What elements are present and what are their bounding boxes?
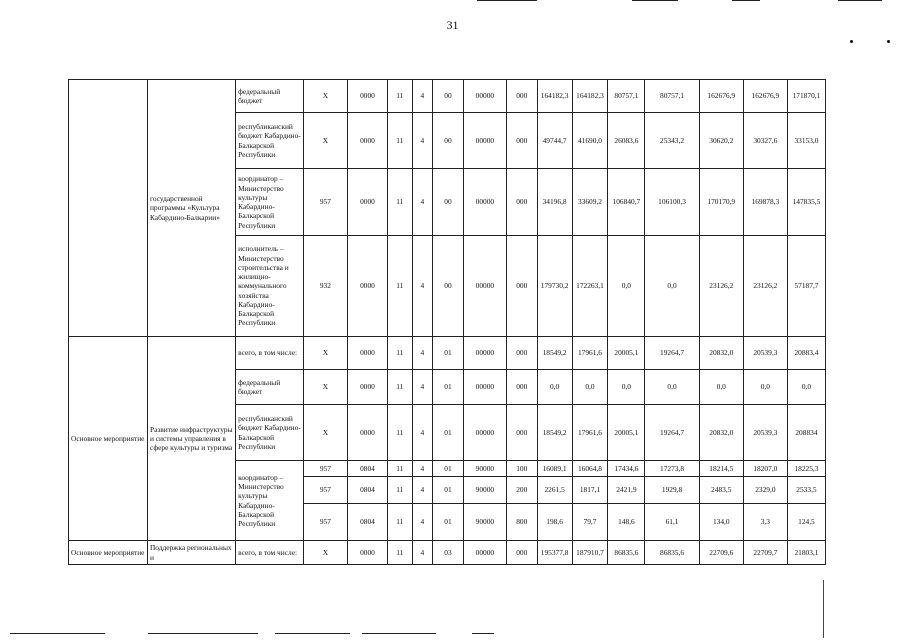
funding-source: федеральный бюджет bbox=[236, 80, 304, 113]
value-cell: 0,0 bbox=[572, 370, 608, 405]
csr-cell: 00000 bbox=[463, 541, 506, 565]
value-cell: 0,0 bbox=[537, 370, 572, 405]
funding-source: республиканский бюджет Кабардино-Балкарской Республики bbox=[236, 405, 304, 461]
csr-cell: 00000 bbox=[463, 370, 506, 405]
value-cell: 18549,2 bbox=[537, 405, 572, 461]
csr-cell: 11 bbox=[387, 541, 412, 565]
funding-source: всего, в том числе: bbox=[236, 541, 304, 565]
value-cell: 187910,7 bbox=[572, 541, 608, 565]
budget-table bbox=[68, 79, 826, 565]
scan-dot bbox=[850, 40, 853, 43]
csr-cell: 11 bbox=[387, 405, 412, 461]
csr-cell: 4 bbox=[412, 236, 433, 337]
value-cell: 18225,3 bbox=[787, 461, 825, 477]
csr-cell: 4 bbox=[412, 461, 433, 477]
value-cell: 19264,7 bbox=[645, 405, 699, 461]
csr-cell: 01 bbox=[433, 461, 464, 477]
funding-source: республиканский бюджет Кабардино-Балкарской Республики bbox=[236, 113, 304, 169]
value-cell: 162676,9 bbox=[743, 80, 787, 113]
csr-cell: 4 bbox=[412, 504, 433, 541]
csr-cell: 90000 bbox=[463, 461, 506, 477]
value-cell: 2261,5 bbox=[537, 477, 572, 504]
value-cell: 20832,0 bbox=[699, 405, 743, 461]
csr-cell: 11 bbox=[387, 236, 412, 337]
csr-cell: 4 bbox=[412, 80, 433, 113]
value-cell: 30327,6 bbox=[743, 113, 787, 169]
value-cell: 170170,9 bbox=[699, 169, 743, 236]
value-cell: 79,7 bbox=[572, 504, 608, 541]
csr-cell: 4 bbox=[412, 541, 433, 565]
scan-line bbox=[823, 580, 824, 638]
csr-cell: 00000 bbox=[463, 337, 506, 370]
csr-cell: 00000 bbox=[463, 113, 506, 169]
value-cell: 164182,3 bbox=[572, 80, 608, 113]
table-row bbox=[69, 337, 826, 370]
csr-cell: 90000 bbox=[463, 477, 506, 504]
value-cell: 20883,4 bbox=[787, 337, 825, 370]
csr-cell: 00 bbox=[433, 113, 464, 169]
rzpr-cell: 0804 bbox=[347, 461, 387, 477]
value-cell: 148,6 bbox=[608, 504, 645, 541]
value-cell: 33609,2 bbox=[572, 169, 608, 236]
csr-cell: 01 bbox=[433, 337, 464, 370]
vr-cell: 000 bbox=[506, 541, 537, 565]
vr-cell: 000 bbox=[506, 169, 537, 236]
value-cell: 0,0 bbox=[645, 370, 699, 405]
value-cell: 57187,7 bbox=[787, 236, 825, 337]
csr-cell: 00000 bbox=[463, 169, 506, 236]
csr-cell: 4 bbox=[412, 169, 433, 236]
value-cell: 86835,6 bbox=[608, 541, 645, 565]
value-cell: 0,0 bbox=[608, 370, 645, 405]
rzpr-cell: 0000 bbox=[347, 405, 387, 461]
value-cell: 0,0 bbox=[699, 370, 743, 405]
csr-cell: 00 bbox=[433, 80, 464, 113]
value-cell: 162676,9 bbox=[699, 80, 743, 113]
csr-cell: 4 bbox=[412, 405, 433, 461]
value-cell: 20005,1 bbox=[608, 337, 645, 370]
funding-source: всего, в том числе: bbox=[236, 337, 304, 370]
grbs-cell: 957 bbox=[303, 169, 347, 236]
value-cell: 208834 bbox=[787, 405, 825, 461]
csr-cell: 4 bbox=[412, 337, 433, 370]
vr-cell: 800 bbox=[506, 504, 537, 541]
grbs-cell: X bbox=[303, 541, 347, 565]
value-cell: 3,3 bbox=[743, 504, 787, 541]
vr-cell: 000 bbox=[506, 337, 537, 370]
csr-cell: 11 bbox=[387, 113, 412, 169]
csr-cell: 03 bbox=[433, 541, 464, 565]
rzpr-cell: 0000 bbox=[347, 370, 387, 405]
rzpr-cell: 0804 bbox=[347, 504, 387, 541]
value-cell: 1817,1 bbox=[572, 477, 608, 504]
value-cell: 2533,5 bbox=[787, 477, 825, 504]
csr-cell: 11 bbox=[387, 504, 412, 541]
value-cell: 34196,8 bbox=[537, 169, 572, 236]
value-cell: 21803,1 bbox=[787, 541, 825, 565]
value-cell: 164182,3 bbox=[537, 80, 572, 113]
vr-cell: 000 bbox=[506, 113, 537, 169]
vr-cell: 000 bbox=[506, 236, 537, 337]
grbs-cell: X bbox=[303, 337, 347, 370]
value-cell: 19264,7 bbox=[645, 337, 699, 370]
value-cell: 2421,9 bbox=[608, 477, 645, 504]
table-row bbox=[69, 80, 826, 113]
vr-cell: 000 bbox=[506, 80, 537, 113]
csr-cell: 00000 bbox=[463, 405, 506, 461]
value-cell: 26083,6 bbox=[608, 113, 645, 169]
value-cell: 61,1 bbox=[645, 504, 699, 541]
grbs-cell: 932 bbox=[303, 236, 347, 337]
scan-line bbox=[838, 0, 882, 1]
coordinator-cell: координатор – Министерство культуры Кабардино-Балкарской Республики bbox=[236, 461, 304, 541]
vr-cell: 000 bbox=[506, 405, 537, 461]
csr-cell: 11 bbox=[387, 169, 412, 236]
value-cell: 20832,0 bbox=[699, 337, 743, 370]
csr-cell: 00 bbox=[433, 236, 464, 337]
value-cell: 18214,5 bbox=[699, 461, 743, 477]
value-cell: 18207,0 bbox=[743, 461, 787, 477]
grbs-cell: 957 bbox=[303, 504, 347, 541]
csr-cell: 00000 bbox=[463, 80, 506, 113]
scan-line bbox=[10, 633, 105, 634]
scan-line bbox=[732, 0, 760, 1]
grbs-cell: X bbox=[303, 113, 347, 169]
csr-cell: 01 bbox=[433, 477, 464, 504]
value-cell: 134,0 bbox=[699, 504, 743, 541]
value-cell: 106840,7 bbox=[608, 169, 645, 236]
vr-cell: 100 bbox=[506, 461, 537, 477]
value-cell: 195377,8 bbox=[537, 541, 572, 565]
scan-line bbox=[275, 633, 350, 634]
funding-source: координатор – Министерство культуры Кабардино-Балкарской Республики bbox=[236, 169, 304, 236]
value-cell: 0,0 bbox=[743, 370, 787, 405]
value-cell: 0,0 bbox=[645, 236, 699, 337]
grbs-cell: X bbox=[303, 405, 347, 461]
value-cell: 0,0 bbox=[608, 236, 645, 337]
csr-cell: 11 bbox=[387, 337, 412, 370]
value-cell: 25343,2 bbox=[645, 113, 699, 169]
scan-dot bbox=[887, 40, 890, 43]
vr-cell: 000 bbox=[506, 370, 537, 405]
csr-cell: 4 bbox=[412, 113, 433, 169]
csr-cell: 01 bbox=[433, 504, 464, 541]
csr-cell: 11 bbox=[387, 370, 412, 405]
value-cell: 80757,1 bbox=[608, 80, 645, 113]
value-cell: 17961,6 bbox=[572, 405, 608, 461]
value-cell: 171870,1 bbox=[787, 80, 825, 113]
value-cell: 17961,6 bbox=[572, 337, 608, 370]
csr-cell: 11 bbox=[387, 477, 412, 504]
empty-cell bbox=[69, 80, 148, 337]
scan-line bbox=[477, 0, 537, 1]
csr-cell: 00 bbox=[433, 169, 464, 236]
scan-line bbox=[472, 633, 494, 634]
csr-cell: 01 bbox=[433, 370, 464, 405]
program-name-cell: государственной программы «Культура Кабардино-Балкарии» bbox=[147, 80, 235, 337]
scan-line bbox=[632, 0, 678, 1]
value-cell: 124,5 bbox=[787, 504, 825, 541]
rzpr-cell: 0804 bbox=[347, 477, 387, 504]
value-cell: 23126,2 bbox=[699, 236, 743, 337]
event-type-cell: Основное мероприятие bbox=[69, 541, 148, 565]
value-cell: 80757,1 bbox=[645, 80, 699, 113]
csr-cell: 11 bbox=[387, 80, 412, 113]
value-cell: 0,0 bbox=[787, 370, 825, 405]
rzpr-cell: 0000 bbox=[347, 113, 387, 169]
value-cell: 20539,3 bbox=[743, 337, 787, 370]
value-cell: 49744,7 bbox=[537, 113, 572, 169]
value-cell: 20539,3 bbox=[743, 405, 787, 461]
table-row bbox=[69, 541, 826, 565]
value-cell: 23126,2 bbox=[743, 236, 787, 337]
value-cell: 22709,6 bbox=[699, 541, 743, 565]
value-cell: 106100,3 bbox=[645, 169, 699, 236]
csr-cell: 4 bbox=[412, 477, 433, 504]
value-cell: 172263,1 bbox=[572, 236, 608, 337]
rzpr-cell: 0000 bbox=[347, 169, 387, 236]
value-cell: 147835,5 bbox=[787, 169, 825, 236]
value-cell: 17273,8 bbox=[645, 461, 699, 477]
value-cell: 2329,0 bbox=[743, 477, 787, 504]
value-cell: 17434,6 bbox=[608, 461, 645, 477]
value-cell: 86835,6 bbox=[645, 541, 699, 565]
rzpr-cell: 0000 bbox=[347, 541, 387, 565]
csr-cell: 11 bbox=[387, 461, 412, 477]
funding-source: исполнитель – Министерство строительства и жилищно-коммунального хозяйства Кабардино-Балкарской Республики bbox=[236, 236, 304, 337]
rzpr-cell: 0000 bbox=[347, 337, 387, 370]
value-cell: 41690,0 bbox=[572, 113, 608, 169]
csr-cell: 4 bbox=[412, 370, 433, 405]
page-number: 31 bbox=[446, 18, 459, 32]
csr-cell: 90000 bbox=[463, 504, 506, 541]
event-name-cell: Поддержка региональных и bbox=[147, 541, 235, 565]
value-cell: 20005,1 bbox=[608, 405, 645, 461]
value-cell: 18549,2 bbox=[537, 337, 572, 370]
event-name-cell: Развитие инфраструктуры и системы управления в сфере культуры и туризма bbox=[147, 337, 235, 541]
event-type-cell: Основное мероприятие bbox=[69, 337, 148, 541]
value-cell: 33153,0 bbox=[787, 113, 825, 169]
csr-cell: 01 bbox=[433, 405, 464, 461]
value-cell: 30620,2 bbox=[699, 113, 743, 169]
rzpr-cell: 0000 bbox=[347, 236, 387, 337]
vr-cell: 200 bbox=[506, 477, 537, 504]
value-cell: 16064,8 bbox=[572, 461, 608, 477]
grbs-cell: 957 bbox=[303, 477, 347, 504]
scan-line bbox=[362, 633, 436, 634]
grbs-cell: 957 bbox=[303, 461, 347, 477]
grbs-cell: X bbox=[303, 370, 347, 405]
value-cell: 22709,7 bbox=[743, 541, 787, 565]
value-cell: 179730,2 bbox=[537, 236, 572, 337]
funding-source: федеральный бюджет bbox=[236, 370, 304, 405]
value-cell: 2483,5 bbox=[699, 477, 743, 504]
csr-cell: 00000 bbox=[463, 236, 506, 337]
value-cell: 198,6 bbox=[537, 504, 572, 541]
value-cell: 16089,1 bbox=[537, 461, 572, 477]
value-cell: 169878,3 bbox=[743, 169, 787, 236]
rzpr-cell: 0000 bbox=[347, 80, 387, 113]
grbs-cell: X bbox=[303, 80, 347, 113]
scan-line bbox=[148, 633, 258, 634]
value-cell: 1929,8 bbox=[645, 477, 699, 504]
